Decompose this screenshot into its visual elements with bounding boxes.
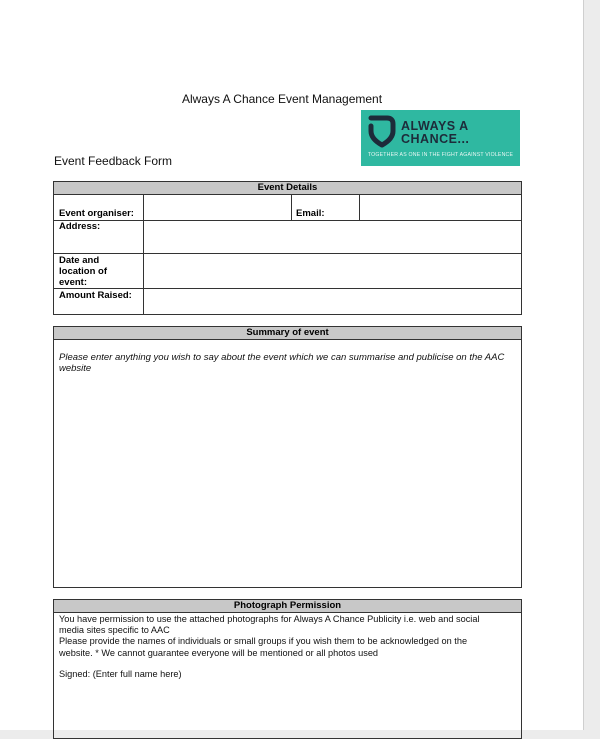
amount-raised-label: Amount Raised: — [59, 290, 132, 301]
always-a-chance-logo — [361, 110, 520, 166]
signed-label: Signed: (Enter full name here) — [59, 669, 182, 679]
address-label: Address: — [59, 221, 101, 232]
address-field[interactable] — [144, 221, 521, 253]
event-organiser-field[interactable] — [144, 196, 291, 220]
photo-permission-text: You have permission to use the attached photographs for Always A Chance Publicity i.e. web and social media sites specific to AAC Please provide the names of individuals or small groups if you wish them to be acknowledged on the website. * We cannot guarantee everyone will be mentioned or all photos used — [59, 614, 480, 658]
event-details-header: Event Details — [54, 182, 521, 195]
logo-tagline: TOGETHER AS ONE IN THE FIGHT AGAINST VIOLENCE — [367, 152, 514, 158]
logo-wordmark: ALWAYS A CHANCE... — [401, 119, 470, 146]
photo-permission-header: Photograph Permission — [54, 600, 521, 613]
event-organiser-label: Event organiser: — [59, 208, 134, 219]
amount-raised-field[interactable] — [144, 289, 521, 314]
summary-instruction: Please enter anything you wish to say about the event which we can summarise and publicise on the AAC website — [59, 352, 505, 374]
photo-permission-table — [53, 599, 522, 739]
summary-field[interactable] — [54, 340, 521, 587]
date-location-field[interactable] — [144, 254, 521, 288]
event-details-table — [53, 181, 522, 315]
form-title: Event Feedback Form — [54, 154, 173, 168]
email-label: Email: — [296, 208, 325, 219]
summary-header: Summary of event — [54, 327, 521, 340]
organisation-title: Always A Chance Event Management — [181, 92, 383, 106]
date-location-label: Date and location of event: — [59, 255, 108, 288]
email-field[interactable] — [360, 196, 521, 220]
summary-table — [53, 326, 522, 588]
heart-shield-icon — [365, 114, 399, 150]
